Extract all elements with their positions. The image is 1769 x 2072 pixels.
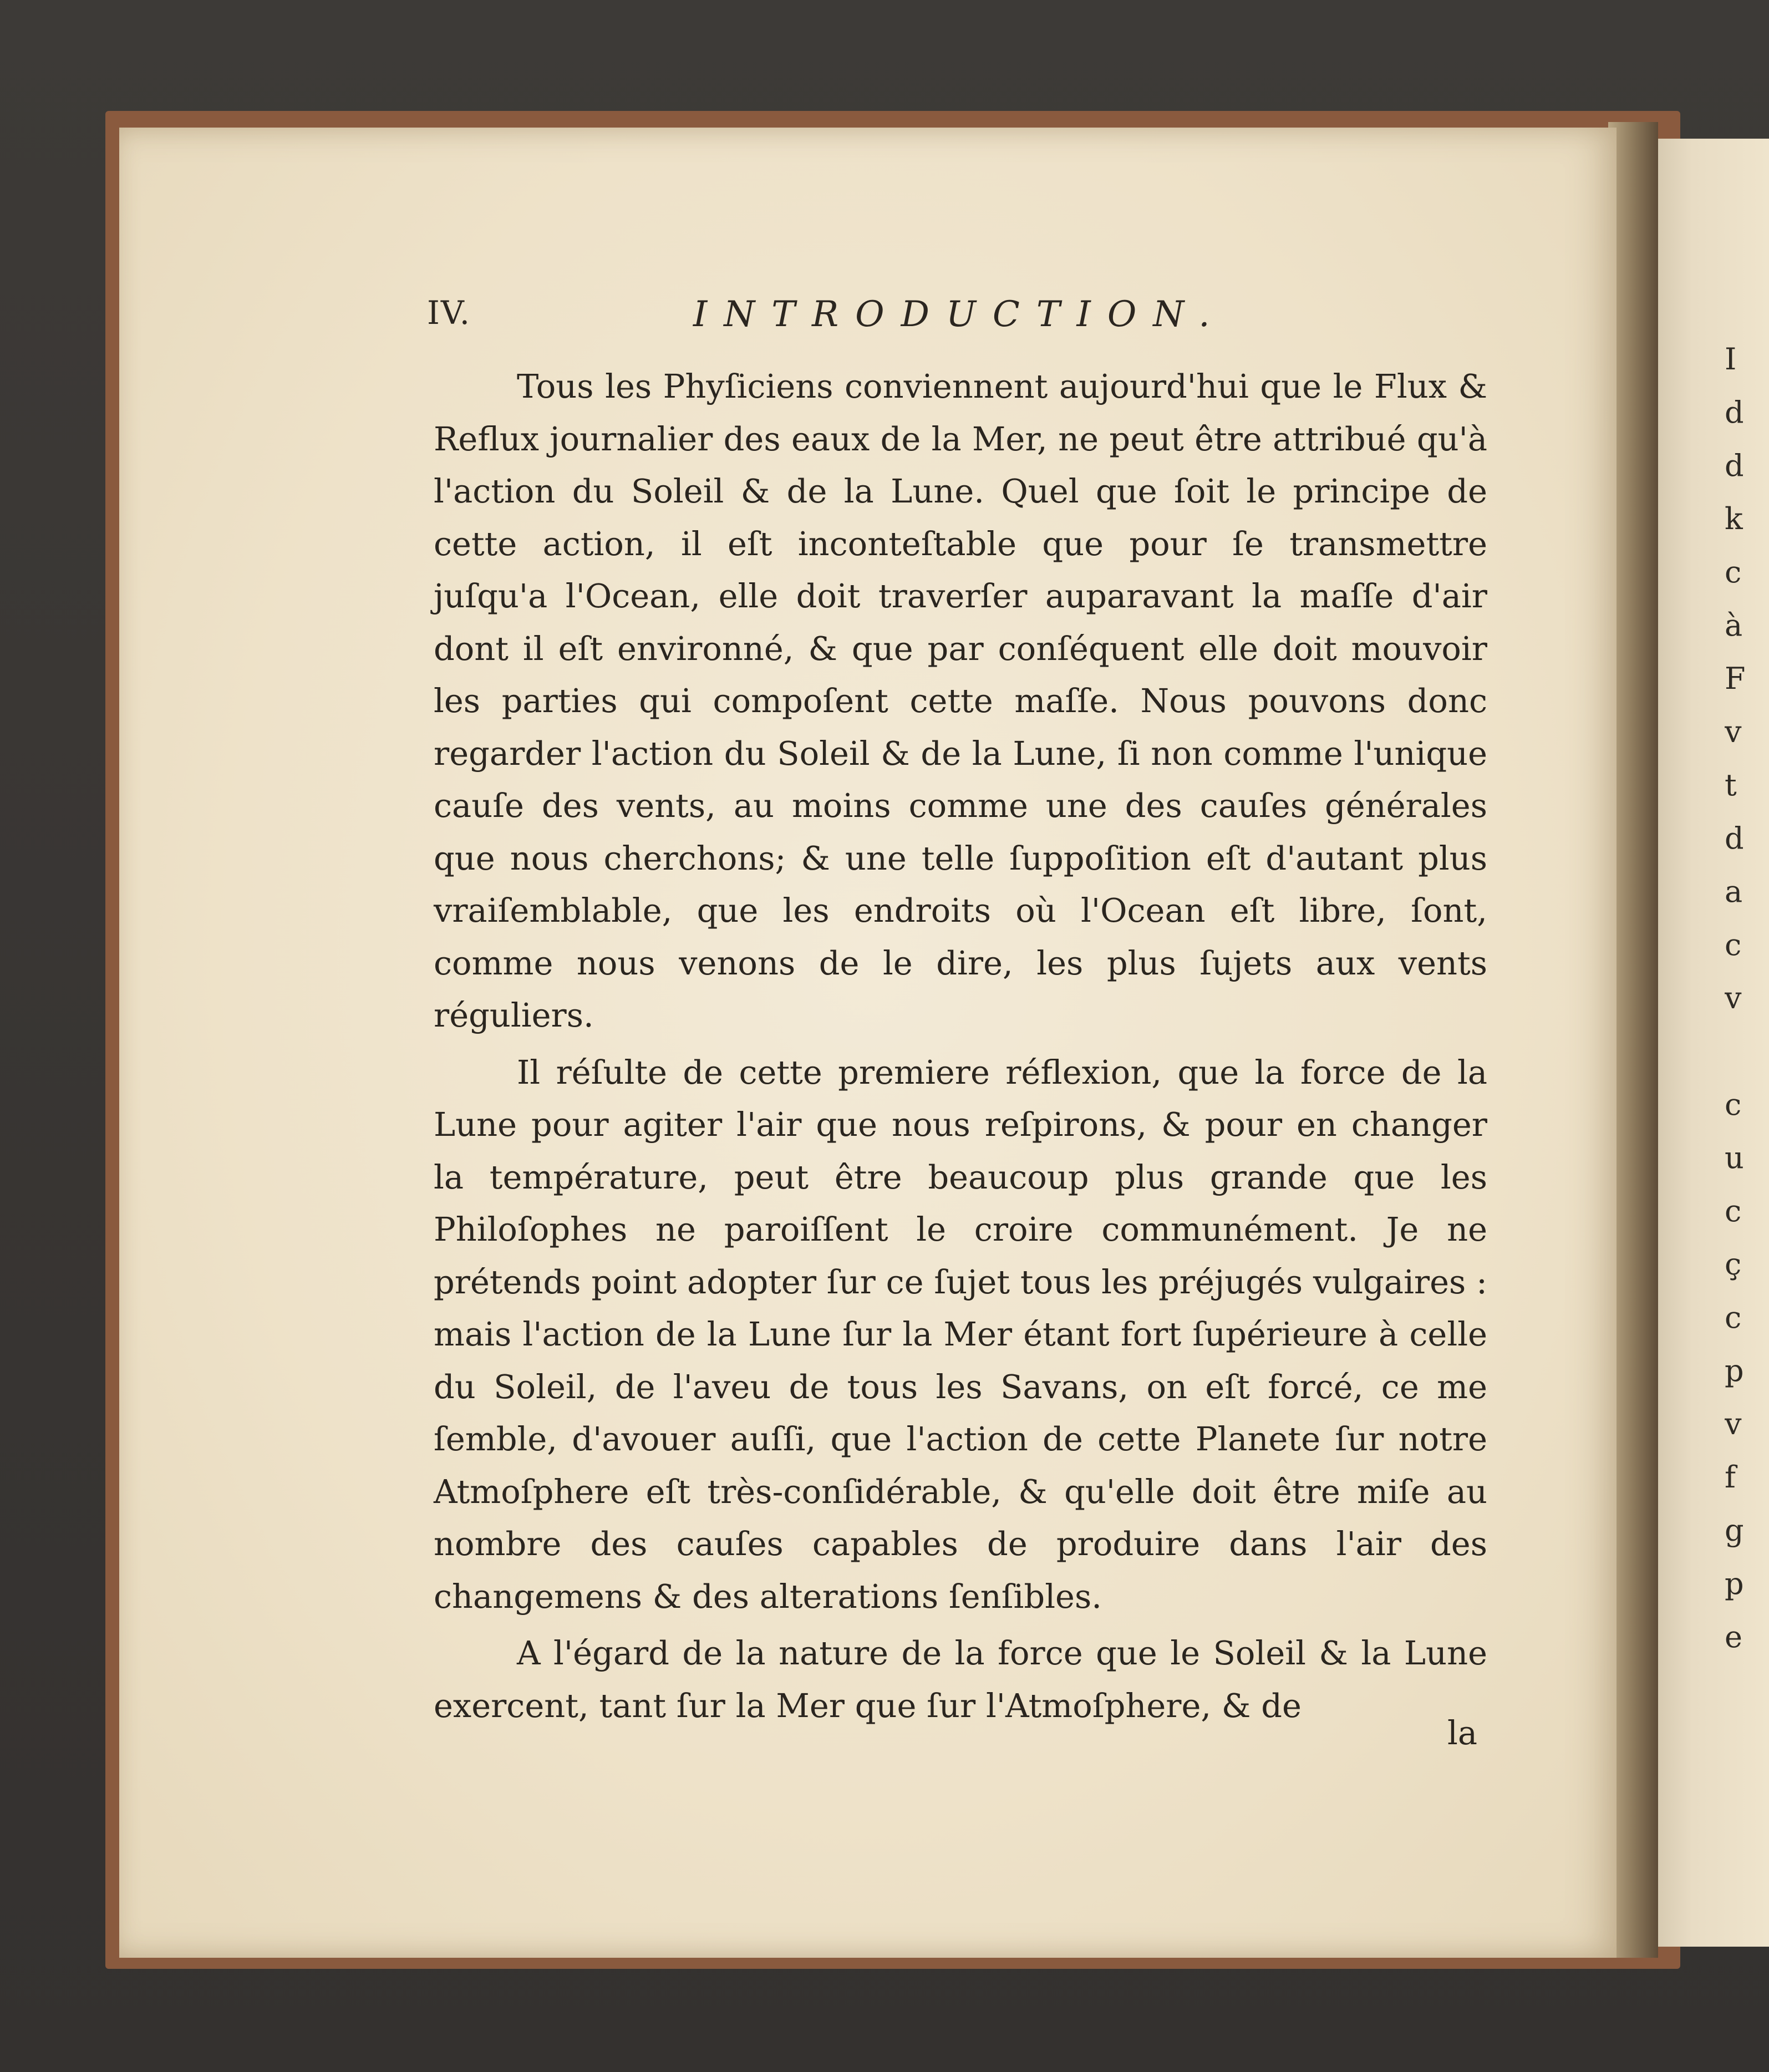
paragraph: A l'égard de la nature de la force que le Soleil & la Lune exercent, tant ſur la Mer que ſur l'Atmoſphere, & de [434, 1634, 1487, 1725]
facing-page-fragments: I d d k c à F v t d a c v c u c ç c p v f g p e [1725, 342, 1746, 1654]
paragraph: Tous les Phyſiciens conviennent aujourd'hui que le Flux & Reflux journalier des eaux de la Mer, ne peut être attribué qu'à l'action du Soleil & de la Lune. Quel que ſoit le principe de cette action, il eſt inconteſtable que pour ſe transmettre juſqu'a l'Ocean, elle doit traverſer auparavant la maſſe d'air dont il eſt environné, & que par conſéquent elle doit mouvoir les parties qui compoſent cette maſſe. Nous pouvons donc regarder l'action du Soleil & de la Lune, ſi non comme l'unique cauſe des vents, au moins comme une des cauſes générales que nous cherchons; & une telle ſuppoſition eſt d'autant plus vraiſemblable, que les endroits où l'Ocean eſt libre, ſont, comme nous venons de le dire, les plus ſujets aux vents réguliers. [434, 367, 1487, 1034]
body-text [434, 360, 1487, 1736]
paragraph: Il réſulte de cette premiere réflexion, que la force de la Lune pour agiter l'air que nous reſpirons, & pour en changer la température, peut être beaucoup plus grande que les Philoſophes ne paroiſſent le croire communément. Je ne prétends point adopter ſur ce ſujet tous les préjugés vulgaires : mais l'action de la Lune ſur la Mer étant fort ſupérieure à celle du Soleil, de l'aveu de tous les Savans, on eſt forcé, ce me ſemble, d'avouer auſſi, que l'action de cette Planete ſur notre Atmoſphere eſt très-conſidérable, & qu'elle doit être miſe au nombre des cauſes capables de produire dans l'air des changemens & des alterations ſenſibles. [434, 1053, 1487, 1616]
folio-number: IV. [427, 294, 471, 332]
catchword: la [1447, 1714, 1478, 1752]
running-head [427, 294, 1536, 338]
running-title: INTRODUCTION. [693, 294, 1227, 335]
